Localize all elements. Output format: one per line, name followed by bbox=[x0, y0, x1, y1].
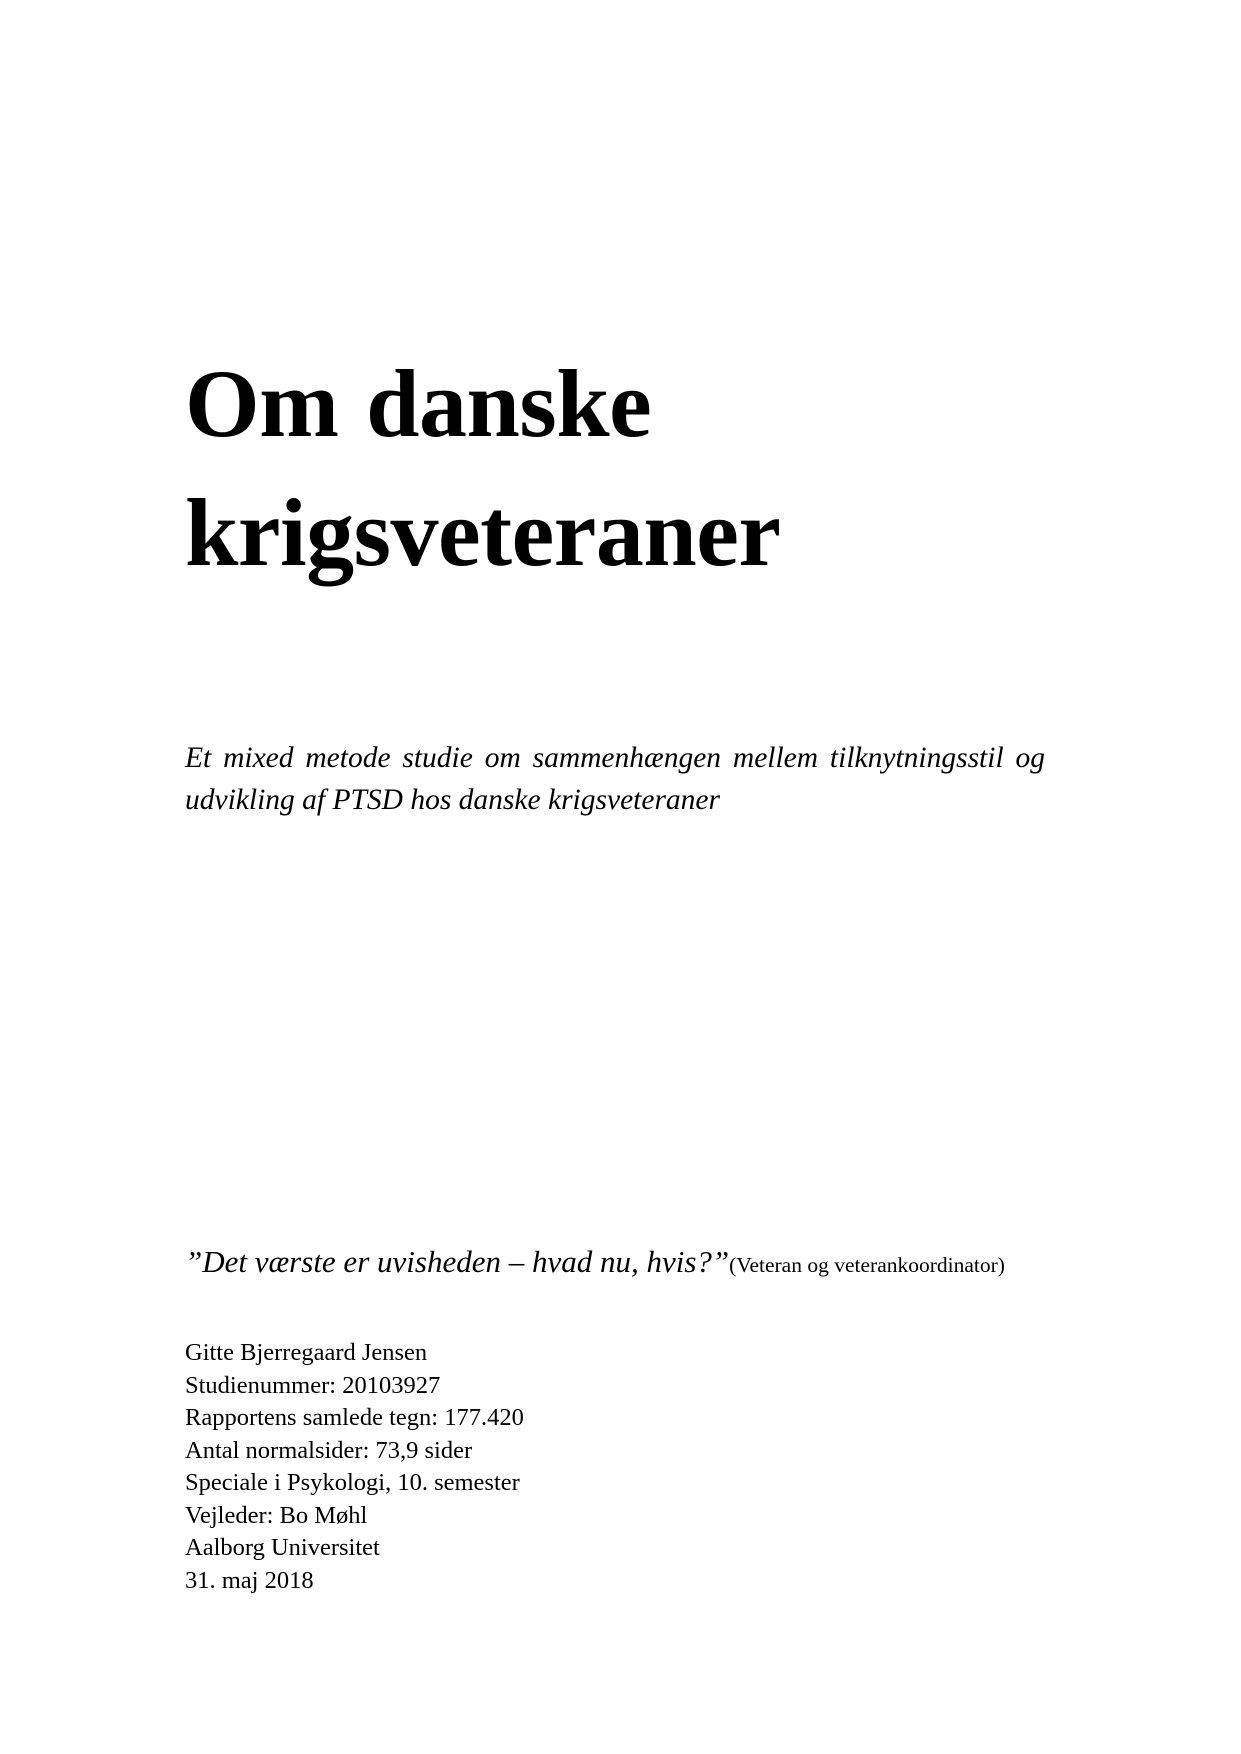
quote-text: ”Det værste er uvisheden – hvad nu, hvis?” bbox=[185, 1244, 730, 1279]
metadata-normal-pages: Antal normalsider: 73,9 sider bbox=[185, 1436, 473, 1464]
metadata-author: Gitte Bjerregaard Jensen bbox=[185, 1339, 428, 1366]
document-subtitle: Et mixed metode studie om sammenhængen mellem tilknytningsstil og udvikling af PTSD hos danske krigsveteraner bbox=[185, 742, 1045, 816]
metadata-character-count: Rapportens samlede tegn: 177.420 bbox=[185, 1404, 524, 1432]
metadata-block bbox=[185, 1337, 745, 1598]
metadata-supervisor: Vejleder: Bo Møhl bbox=[185, 1501, 368, 1529]
quote-attribution: (Veteran og veterankoordinator) bbox=[729, 1253, 1005, 1277]
metadata-date: 31. maj 2018 bbox=[185, 1567, 314, 1595]
title-block bbox=[185, 340, 1055, 597]
metadata-program: Speciale i Psykologi, 10. semester bbox=[185, 1469, 520, 1497]
page-title-line-1: Om danske bbox=[185, 350, 652, 457]
metadata-student-number: Studienummer: 20103927 bbox=[185, 1371, 441, 1399]
subtitle-block bbox=[185, 738, 1045, 822]
metadata-institution: Aalborg Universitet bbox=[185, 1534, 380, 1562]
quote-block bbox=[185, 1243, 1085, 1280]
page-title-line-2: krigsveteraner bbox=[185, 478, 781, 586]
